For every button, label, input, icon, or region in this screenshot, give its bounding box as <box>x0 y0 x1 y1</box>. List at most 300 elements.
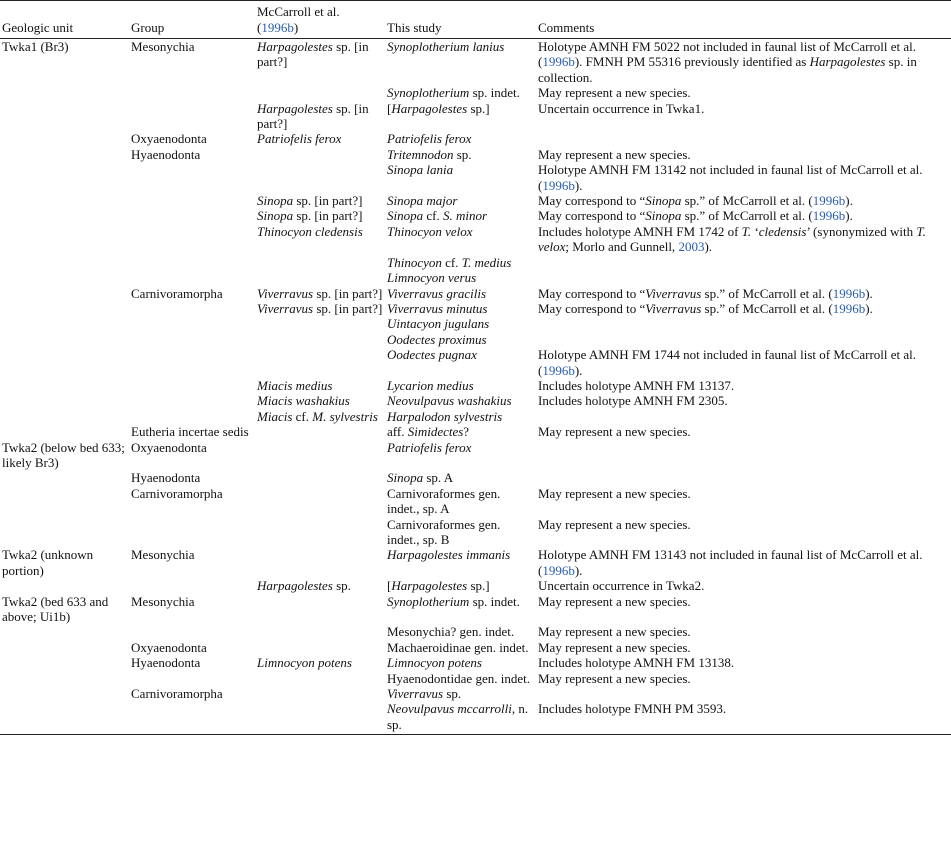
cell-geologic-unit <box>0 85 129 100</box>
cell-group <box>129 393 255 408</box>
taxon-name: Viverravus gracilis <box>387 285 487 301</box>
cell-comments <box>536 671 951 686</box>
cell-group <box>129 301 255 316</box>
taxon-name: Neovulpavus mccarrolli <box>387 701 512 717</box>
cell-mccarroll <box>255 162 385 193</box>
cell-mccarroll <box>255 378 385 393</box>
cell-this-study <box>385 424 536 439</box>
table-row <box>0 101 951 132</box>
cell-geologic-unit <box>0 624 129 639</box>
cell-mccarroll <box>255 686 385 701</box>
text-segment: ). FMNH PM 55316 previously identified as <box>574 54 810 70</box>
text-segment: sp. [in part?] <box>313 285 383 301</box>
table-row <box>0 624 951 639</box>
citation-link[interactable]: 1996b <box>832 285 866 301</box>
cell-geologic-unit <box>0 486 129 517</box>
text-segment: sp. <box>453 146 472 162</box>
cell-this-study <box>385 594 536 625</box>
cell-group: Eutheria incertae sedis <box>131 424 249 440</box>
taxon-name: T. <box>741 223 752 239</box>
cell-this-study <box>385 286 536 301</box>
cell-this-study <box>385 255 536 270</box>
cell-comments <box>536 624 951 639</box>
taxon-name: Oodectes proximus <box>387 331 487 347</box>
taxon-name: Limnocyon potens <box>257 655 352 671</box>
header-row <box>0 1 951 39</box>
cell-mccarroll <box>255 193 385 208</box>
cell-comments <box>536 162 951 193</box>
cell-mccarroll <box>255 624 385 639</box>
table-row <box>0 409 951 424</box>
cell-group <box>129 517 255 548</box>
cell-comments <box>536 640 951 655</box>
cell-group <box>129 162 255 193</box>
taxon-name: Harpagolestes <box>391 100 468 116</box>
header-group: Group <box>131 19 165 35</box>
table-row <box>0 270 951 285</box>
table-row <box>0 440 951 471</box>
table-row <box>0 193 951 208</box>
text-segment: Includes holotype AMNH FM 13138. <box>538 655 735 671</box>
cell-geologic-unit <box>0 270 129 285</box>
cell-this-study <box>385 85 536 100</box>
citation-link[interactable]: 1996b <box>812 193 846 209</box>
table-row <box>0 671 951 686</box>
taxon-name: T. velox <box>538 223 926 255</box>
cell-this-study <box>385 270 536 285</box>
cell-comments <box>536 301 951 316</box>
text-segment: May correspond to “ <box>538 300 646 316</box>
taxon-name: Sinopa <box>257 208 294 224</box>
cell-mccarroll <box>255 255 385 270</box>
text-segment: May represent a new species. <box>538 593 691 609</box>
cell-comments <box>536 332 951 347</box>
text-segment: sp. [in part?] <box>257 39 369 70</box>
cell-geologic-unit <box>0 301 129 316</box>
text-segment: May represent a new species. <box>538 516 691 532</box>
text-segment: sp. [in part?] <box>257 100 369 132</box>
cell-comments <box>536 347 951 378</box>
cell-comments <box>536 686 951 701</box>
taxon-name: Thinocyon cledensis <box>257 223 363 239</box>
cell-group <box>129 347 255 378</box>
taxon-name: Patriofelis ferox <box>387 131 472 147</box>
cell-group: Oxyaenodonta <box>131 439 207 455</box>
cell-group: Oxyaenodonta <box>131 131 207 147</box>
cell-comments <box>536 486 951 517</box>
taxon-name: Sinopa <box>645 208 682 224</box>
cell-mccarroll <box>255 347 385 378</box>
cell-comments <box>536 470 951 485</box>
cell-mccarroll <box>255 147 385 162</box>
cell-group <box>129 701 255 734</box>
taxon-name: Neovulpavus washakius <box>387 393 512 409</box>
taxon-name: Limnocyon verus <box>387 270 477 286</box>
taxon-name: Sinopa <box>645 193 682 209</box>
cell-group <box>129 255 255 270</box>
cell-geologic-unit <box>0 409 129 424</box>
taxon-name: Simidectes <box>407 424 464 440</box>
cell-mccarroll <box>255 640 385 655</box>
text-segment: Holotype AMNH FM 13143 not included in faunal list of McCarroll et al. ( <box>538 547 923 578</box>
taxon-name: T. medius <box>461 254 512 270</box>
cell-geologic-unit <box>0 640 129 655</box>
text-segment: cf. <box>423 208 443 224</box>
taxon-name: Sinopa <box>387 208 424 224</box>
cell-comments <box>536 193 951 208</box>
cell-geologic-unit <box>0 316 129 331</box>
citation-link[interactable]: 2003 <box>678 239 705 255</box>
taxon-name: Sinopa lania <box>387 162 454 178</box>
cell-group <box>129 316 255 331</box>
taxon-name: Miacis <box>257 408 293 424</box>
cell-this-study <box>385 409 536 424</box>
cell-mccarroll <box>255 301 385 316</box>
cell-this-study <box>385 440 536 471</box>
taxon-name: Harpagolestes <box>809 54 886 70</box>
citation-link[interactable]: 1996b <box>832 300 866 316</box>
citation-link[interactable]: 1996b <box>261 19 294 35</box>
cell-comments <box>536 286 951 301</box>
cell-geologic-unit <box>0 255 129 270</box>
table-row <box>0 224 951 255</box>
text-segment: ’ (synonymized with <box>806 223 917 239</box>
cell-this-study <box>385 131 536 146</box>
cell-group: Hyaenodonta <box>131 655 201 671</box>
text-segment: Holotype AMNH FM 13142 not included in faunal list of McCarroll et al. ( <box>538 162 923 193</box>
text-segment: Carnivoraformes gen. indet., sp. B <box>387 516 501 547</box>
cell-comments <box>536 255 951 270</box>
cell-mccarroll <box>255 547 385 578</box>
text-segment: ). <box>845 193 853 209</box>
text-segment: Uncertain occurrence in Twka1. <box>538 100 705 116</box>
taxon-name: Miacis washakius <box>257 393 350 409</box>
citation-link[interactable]: 1996b <box>542 562 575 578</box>
taxon-name: Synoplotherium lanius <box>387 39 505 54</box>
cell-this-study <box>385 316 536 331</box>
table-row <box>0 655 951 670</box>
cell-this-study <box>385 547 536 578</box>
taxon-name: Synoplotherium <box>387 593 470 609</box>
taxon-name: Tritemnodon <box>387 146 454 162</box>
cell-geologic-unit <box>0 208 129 223</box>
taxon-name: Sinopa <box>257 193 294 209</box>
table-row <box>0 286 951 301</box>
table-row <box>0 424 951 439</box>
text-segment: sp.” of McCarroll et al. ( <box>701 300 833 316</box>
header-mccarroll-label: McCarroll et al. <box>257 4 340 20</box>
cell-group <box>129 101 255 132</box>
taxon-name: Oodectes pugnax <box>387 347 477 363</box>
text-segment: ). <box>865 300 873 316</box>
table-row <box>0 578 951 593</box>
cell-this-study <box>385 640 536 655</box>
cell-geologic-unit: Twka2 (bed 633 and above; Ui1b) <box>2 593 109 625</box>
table-row <box>0 378 951 393</box>
header-mccarroll: McCarroll et al. (1996b) <box>257 4 340 35</box>
cell-geologic-unit <box>0 578 129 593</box>
text-segment: sp.] <box>467 100 490 116</box>
cell-this-study <box>385 624 536 639</box>
cell-geologic-unit <box>0 101 129 132</box>
cell-comments <box>536 547 951 578</box>
table-row <box>0 393 951 408</box>
cell-mccarroll <box>255 701 385 734</box>
table-row <box>0 301 951 316</box>
cell-group <box>129 208 255 223</box>
text-segment: cf. <box>441 254 462 270</box>
cell-group <box>129 378 255 393</box>
text-segment: sp. <box>443 686 462 702</box>
text-segment: sp. A <box>423 470 454 486</box>
cell-mccarroll <box>255 517 385 548</box>
text-segment: May represent a new species. <box>538 670 691 686</box>
table-row <box>0 486 951 517</box>
cell-geologic-unit <box>0 193 129 208</box>
cell-geologic-unit <box>0 378 129 393</box>
cell-this-study <box>385 655 536 670</box>
taxon-name: Synoplotherium <box>387 85 470 101</box>
cell-geologic-unit <box>0 686 129 701</box>
header-comments: Comments <box>538 19 595 35</box>
cell-comments <box>536 270 951 285</box>
cell-group: Carnivoramorpha <box>131 285 223 301</box>
text-segment: Carnivoraformes gen. indet., sp. A <box>387 485 501 517</box>
taxon-name: Miacis medius <box>257 377 333 393</box>
cell-this-study <box>385 224 536 255</box>
cell-comments <box>536 147 951 162</box>
cell-geologic-unit <box>0 393 129 408</box>
cell-mccarroll <box>255 270 385 285</box>
cell-mccarroll <box>255 101 385 132</box>
header-this-study: This study <box>387 19 442 35</box>
cell-mccarroll <box>255 440 385 471</box>
cell-group <box>129 624 255 639</box>
table-row <box>0 255 951 270</box>
cell-comments <box>536 655 951 670</box>
cell-mccarroll <box>255 594 385 625</box>
cell-this-study <box>385 39 536 86</box>
cell-comments <box>536 101 951 132</box>
text-segment: [ <box>387 578 392 594</box>
taxon-name: Thinocyon velox <box>387 223 473 239</box>
cell-comments <box>536 378 951 393</box>
cell-mccarroll <box>255 131 385 146</box>
cell-mccarroll <box>255 409 385 424</box>
text-segment: Holotype AMNH FM 1744 not included in faunal list of McCarroll et al. ( <box>538 347 917 378</box>
text-segment: sp. indet. <box>469 593 520 609</box>
cell-geologic-unit <box>0 470 129 485</box>
cell-mccarroll <box>255 393 385 408</box>
taxon-name: Viverravus <box>645 285 702 301</box>
cell-geologic-unit <box>0 655 129 670</box>
cell-this-study <box>385 517 536 548</box>
citation-link[interactable]: 1996b <box>542 362 575 378</box>
cell-mccarroll <box>255 655 385 670</box>
text-segment: ). <box>865 285 873 301</box>
taxon-name: Lycarion medius <box>387 377 474 393</box>
cell-comments <box>536 440 951 471</box>
cell-this-study <box>385 378 536 393</box>
text-segment: ). <box>574 177 583 193</box>
cell-geologic-unit <box>0 424 129 439</box>
cell-geologic-unit: Twka1 (Br3) <box>2 39 69 54</box>
cell-this-study <box>385 347 536 378</box>
cell-mccarroll <box>255 85 385 100</box>
text-segment: ‘ <box>751 223 759 239</box>
cell-geologic-unit <box>0 131 129 146</box>
table-row <box>0 547 951 578</box>
cell-group <box>129 193 255 208</box>
cell-geologic-unit <box>0 224 129 255</box>
taxon-name: Harpalodon sylvestris <box>387 408 503 424</box>
text-segment: Mesonychia? gen. indet. <box>387 624 515 640</box>
taxon-name: Thinocyon <box>387 254 442 270</box>
table-row <box>0 316 951 331</box>
taxon-name: Patriofelis ferox <box>387 439 472 455</box>
text-segment: Includes holotype AMNH FM 13137. <box>538 377 735 393</box>
cell-group: Hyaenodonta <box>131 146 201 162</box>
table-row <box>0 162 951 193</box>
taxon-name: Viverravus <box>387 686 444 702</box>
cell-mccarroll <box>255 39 385 86</box>
text-segment: Includes holotype AMNH FM 1742 of <box>538 223 742 239</box>
cell-geologic-unit <box>0 147 129 162</box>
cell-this-study <box>385 162 536 193</box>
text-segment: May represent a new species. <box>538 624 691 640</box>
table-row <box>0 147 951 162</box>
cell-mccarroll <box>255 424 385 439</box>
text-segment: ). <box>574 362 583 378</box>
text-segment: ). <box>704 239 713 255</box>
text-segment: May represent a new species. <box>538 639 691 655</box>
cell-mccarroll <box>255 470 385 485</box>
cell-mccarroll <box>255 578 385 593</box>
text-segment: cf. <box>292 408 313 424</box>
cell-group: Mesonychia <box>131 593 195 609</box>
cell-mccarroll <box>255 286 385 301</box>
citation-link[interactable]: 1996b <box>542 177 575 193</box>
taxon-name: cledensis <box>758 223 807 239</box>
cell-group <box>129 671 255 686</box>
cell-comments <box>536 701 951 734</box>
cell-this-study <box>385 393 536 408</box>
table-row <box>0 347 951 378</box>
text-segment: ). <box>845 208 853 224</box>
text-segment: sp.” of McCarroll et al. ( <box>701 285 833 301</box>
text-segment: ? <box>463 424 470 440</box>
text-segment: May correspond to “ <box>538 285 646 301</box>
text-segment: sp. <box>332 578 351 594</box>
cell-mccarroll <box>255 332 385 347</box>
cell-comments <box>536 517 951 548</box>
text-segment: Includes holotype AMNH FM 2305. <box>538 393 728 409</box>
cell-this-study <box>385 101 536 132</box>
header-geologic-unit: Geologic unit <box>2 19 74 35</box>
table-row <box>0 85 951 100</box>
text-segment: sp. [in part?] <box>293 208 363 224</box>
table-row <box>0 701 951 734</box>
cell-geologic-unit: Twka2 (below bed 633; likely Br3) <box>2 439 125 470</box>
cell-mccarroll <box>255 316 385 331</box>
cell-comments <box>536 594 951 625</box>
cell-geologic-unit: Twka2 (unknown portion) <box>2 547 94 578</box>
text-segment: May represent a new species. <box>538 146 691 162</box>
text-segment: aff. <box>387 424 408 440</box>
text-segment: [ <box>387 100 392 116</box>
cell-this-study <box>385 301 536 316</box>
cell-geologic-unit <box>0 517 129 548</box>
cell-comments <box>536 578 951 593</box>
citation-link[interactable]: 1996b <box>812 208 846 224</box>
cell-this-study <box>385 208 536 223</box>
text-segment: sp. [in part?] <box>293 193 363 209</box>
taxon-name: S. minor <box>442 208 488 224</box>
cell-this-study <box>385 332 536 347</box>
taxon-name: Patriofelis ferox <box>257 131 342 147</box>
cell-group: Carnivoramorpha <box>131 485 223 501</box>
cell-comments <box>536 224 951 255</box>
table-row <box>0 640 951 655</box>
table-row <box>0 517 951 548</box>
cell-geologic-unit <box>0 671 129 686</box>
taxon-name: Harpagolestes <box>257 100 333 116</box>
cell-comments <box>536 85 951 100</box>
cell-this-study <box>385 701 536 734</box>
cell-group <box>129 409 255 424</box>
cell-group: Carnivoramorpha <box>131 686 223 702</box>
cell-this-study <box>385 486 536 517</box>
cell-comments <box>536 424 951 439</box>
table-row <box>0 686 951 701</box>
cell-comments <box>536 208 951 223</box>
taxon-name: M. sylvestris <box>312 408 378 424</box>
text-segment: ; Morlo and Gunnell, <box>565 239 679 255</box>
text-segment: Uncertain occurrence in Twka2. <box>538 578 705 594</box>
text-segment: sp. in collection. <box>538 54 917 85</box>
taxon-name: Uintacyon jugulans <box>387 316 490 332</box>
text-segment: sp.” of McCarroll et al. ( <box>681 208 813 224</box>
cell-comments <box>536 393 951 408</box>
citation-link[interactable]: 1996b <box>542 54 575 70</box>
cell-comments <box>536 316 951 331</box>
text-segment: May represent a new species. <box>538 424 691 440</box>
cell-group <box>129 85 255 100</box>
cell-group: Oxyaenodonta <box>131 639 207 655</box>
taxon-name: Sinopa major <box>387 193 458 209</box>
text-segment: Machaeroidinae gen. indet. <box>387 639 529 655</box>
text-segment: Hyaenodontidae gen. indet. <box>387 670 530 686</box>
text-segment: May correspond to “ <box>538 193 646 209</box>
cell-group: Hyaenodonta <box>131 470 201 486</box>
text-segment: May represent a new species. <box>538 485 691 501</box>
text-segment: sp.] <box>467 578 490 594</box>
text-segment: ). <box>574 562 583 578</box>
table-header <box>0 1 951 39</box>
cell-comments <box>536 409 951 424</box>
cell-geologic-unit <box>0 332 129 347</box>
text-segment: sp. indet. <box>469 85 520 101</box>
cell-mccarroll <box>255 671 385 686</box>
taxon-name: Sinopa <box>387 470 424 486</box>
taxon-name: Viverravus <box>257 285 314 301</box>
table-body <box>0 39 951 735</box>
cell-geologic-unit <box>0 701 129 734</box>
cell-group <box>129 578 255 593</box>
cell-group: Mesonychia <box>131 547 195 563</box>
table-row <box>0 131 951 146</box>
cell-this-study <box>385 147 536 162</box>
